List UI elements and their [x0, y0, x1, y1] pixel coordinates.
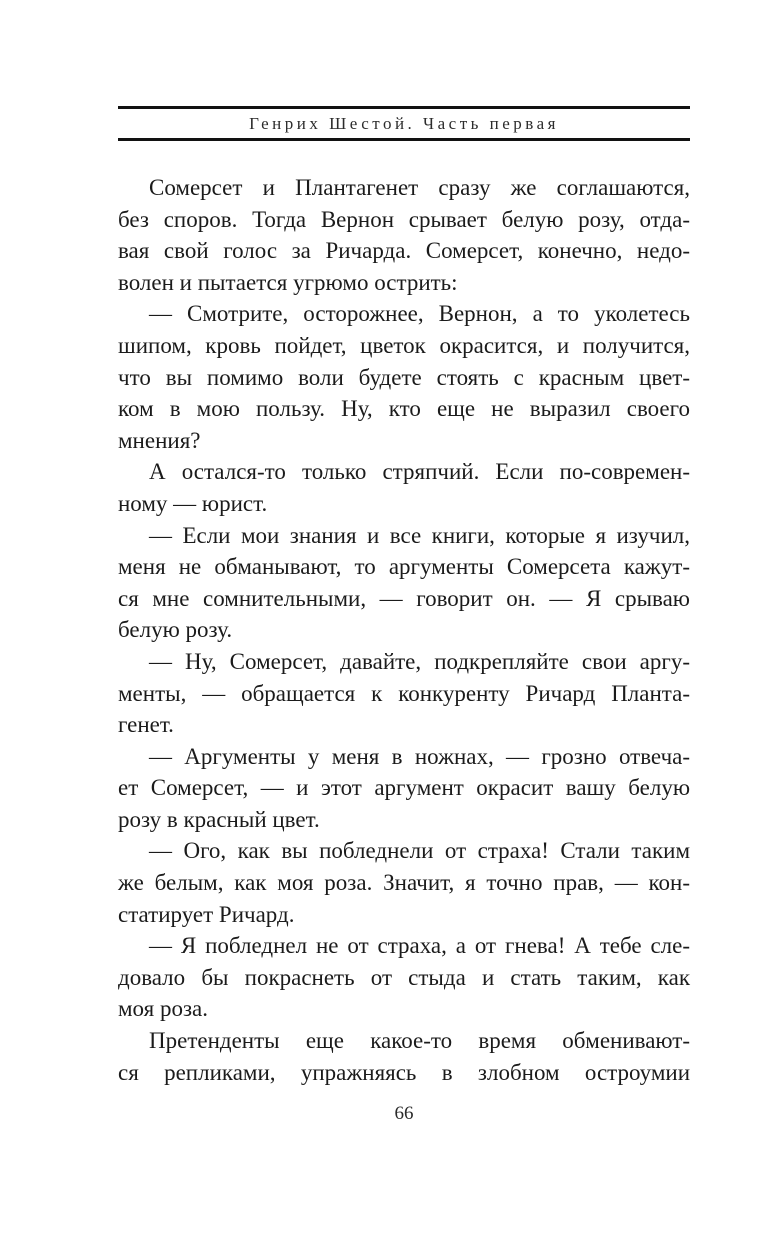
- text-line: Сомерсет и Плантагенет сразу же соглашаются,: [149, 175, 690, 200]
- text-line: А остался-то только стряпчий. Если по-современ-: [149, 459, 690, 485]
- text-line: шипом, кровь пойдет, цветок окрасится, и получится,: [118, 332, 690, 358]
- paragraph: [118, 646, 690, 741]
- paragraph: [118, 930, 690, 1025]
- text-line: — Ого, как вы побледнели от страха! Стали таким: [149, 838, 690, 864]
- paragraph: [118, 456, 690, 519]
- text-line: статирует Ричард.: [118, 901, 295, 927]
- text-line: что вы помимо воли будете стоять с красным цвет-: [118, 364, 690, 390]
- text-line: ся репликами, упражняясь в злобном остроумии: [118, 1059, 690, 1085]
- text-line: моя роза.: [118, 996, 208, 1022]
- text-line: ет Сомерсет, — и этот аргумент окрасит вашу белую: [118, 775, 690, 801]
- body-text: [118, 172, 690, 1088]
- page-number: 66: [394, 1103, 414, 1124]
- text-line: ком в мою пользу. Ну, кто еще не выразил своего: [118, 396, 690, 422]
- text-line: белую розу.: [118, 617, 233, 643]
- paragraph: [118, 835, 690, 930]
- text-line: — Если мои знания и все книги, которые я изучил,: [149, 522, 690, 548]
- text-line: — Я побледнел не от страха, а от гнева! А тебе сле-: [149, 933, 690, 959]
- paragraph: [118, 520, 690, 646]
- running-head-title: Генрих Шестой. Часть первая: [249, 114, 559, 133]
- text-line: — Аргументы у меня в ножнах, — грозно отвеча-: [149, 743, 690, 769]
- text-line: волен и пытается угрюмо острить:: [118, 269, 458, 295]
- paragraph: [118, 298, 690, 456]
- text-line: Претенденты еще какое-то время обменивают-: [149, 1028, 690, 1054]
- text-line: довало бы покраснеть от стыда и стать таким, как: [118, 964, 690, 990]
- text-line: — Смотрите, осторожнее, Вернон, а то уколетесь: [149, 301, 690, 327]
- paragraph: [118, 1025, 690, 1088]
- running-head-block: [118, 106, 690, 141]
- text-line: меня не обманывают, то аргументы Сомерсета кажут-: [118, 554, 690, 580]
- text-line: мнения?: [118, 427, 201, 453]
- text-line: генет.: [118, 712, 174, 738]
- paragraph: [118, 172, 690, 298]
- text-line: же белым, как моя роза. Значит, я точно прав, — кон-: [118, 870, 690, 896]
- text-line: ся мне сомнительными, — говорит он. — Я срываю: [118, 585, 690, 611]
- header-rule-bottom: [118, 138, 690, 141]
- text-line: вая свой голос за Ричарда. Сомерсет, конечно, недо-: [118, 238, 690, 264]
- text-line: розу в красный цвет.: [118, 806, 320, 832]
- text-line: менты, — обращается к конкуренту Ричард Планта-: [118, 680, 690, 706]
- text-line: — Ну, Сомерсет, давайте, подкрепляйте свои аргу-: [149, 648, 690, 674]
- text-line: без споров. Тогда Вернон срывает белую розу, отда-: [118, 206, 690, 232]
- paragraph: [118, 741, 690, 836]
- text-line: ному — юрист.: [118, 490, 268, 516]
